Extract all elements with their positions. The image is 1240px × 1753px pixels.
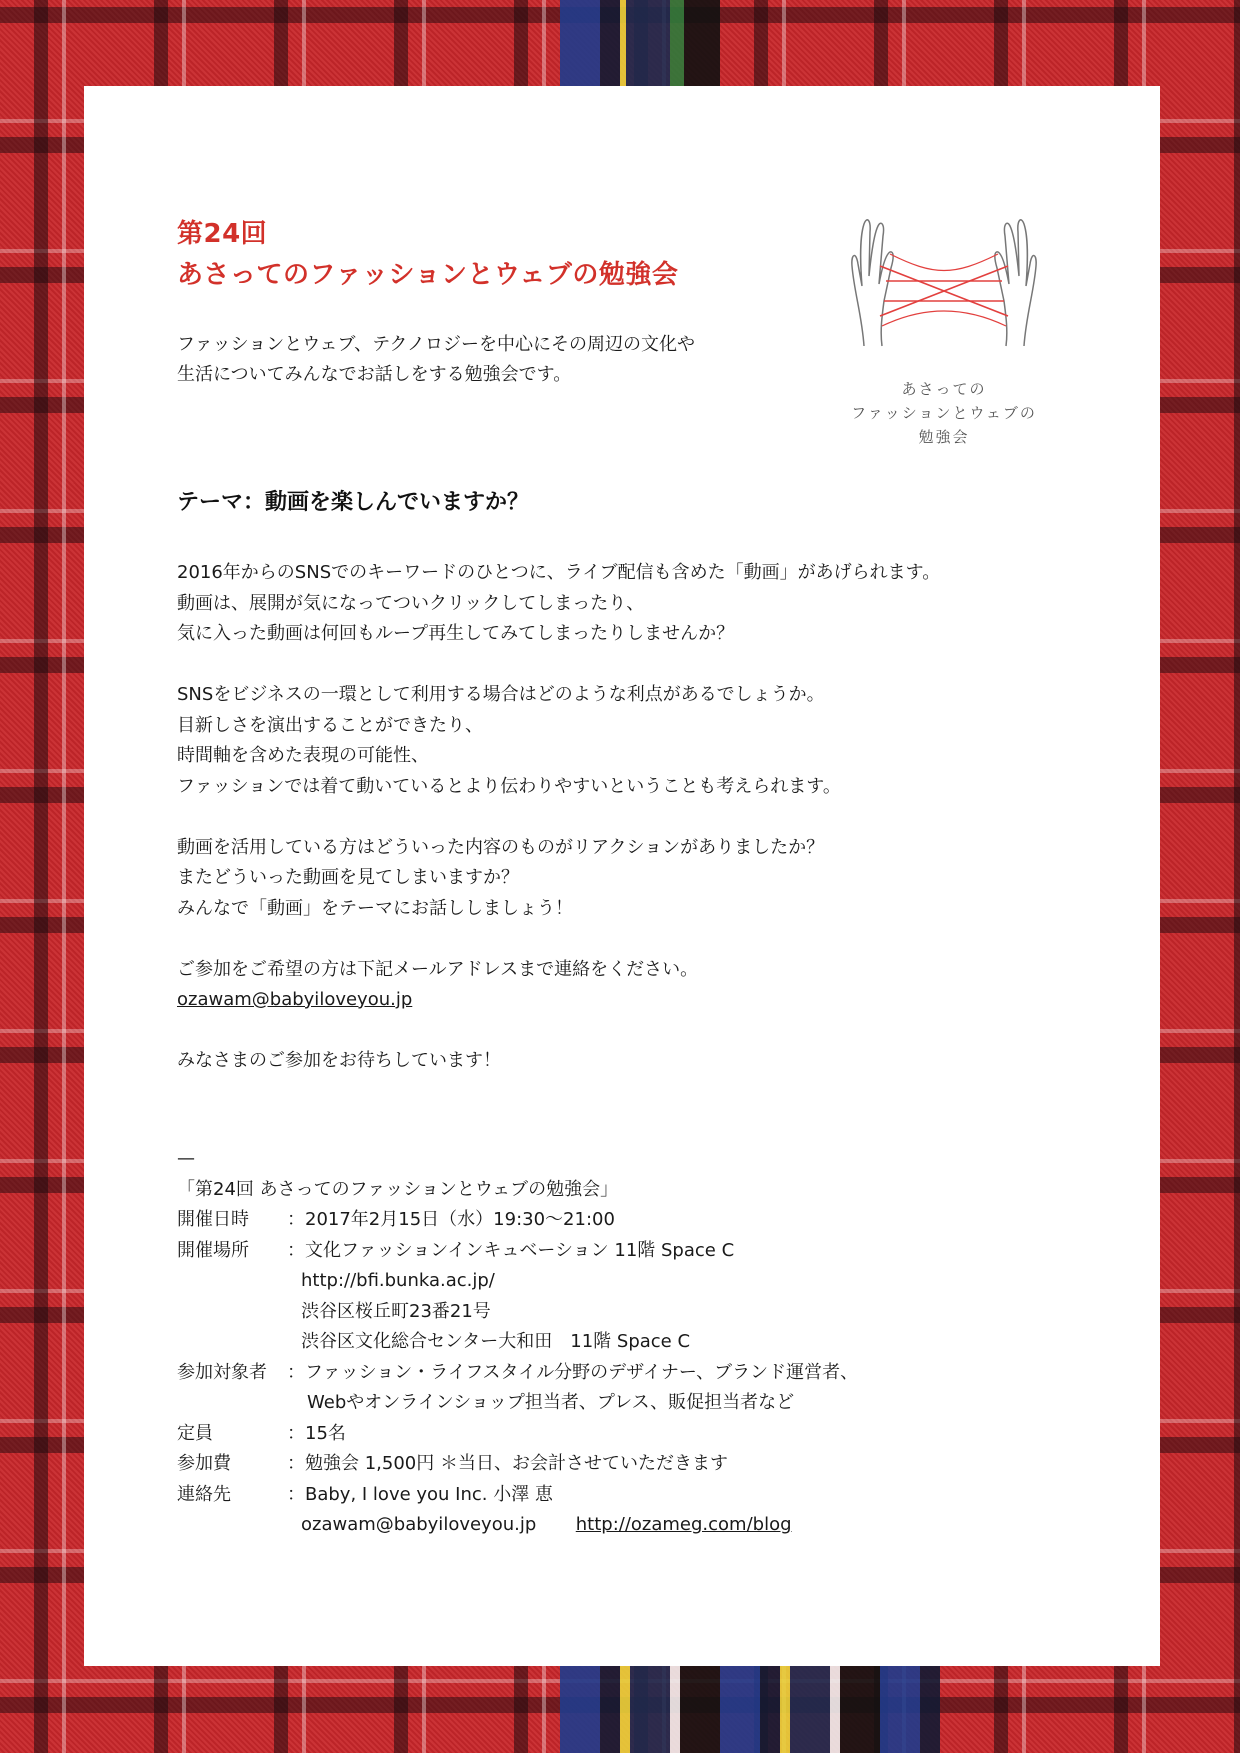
body-line: またどういった動画を見てしまいますか？: [177, 867, 519, 888]
venue-value: ：文化ファッションインキュベーション 11階 Space C: [287, 1239, 735, 1261]
intro-line: ファッションとウェブ、テクノロジーを中心にその周辺の文化や: [177, 334, 696, 355]
body-line: 時間軸を含めた表現の可能性、: [177, 745, 429, 766]
contact-links: [177, 1510, 1137, 1541]
contact-label: 連絡先: [177, 1483, 231, 1505]
body-line: 気に入った動画は何回もループ再生してみてしまったりしませんか？: [177, 623, 735, 644]
intro-text: [177, 330, 777, 390]
info-row-venue: [177, 1236, 1137, 1267]
tartan-background-band: [560, 0, 720, 86]
body-paragraph: [177, 680, 1137, 802]
venue-label: 開催場所: [177, 1239, 249, 1261]
audience-label: 参加対象者: [177, 1361, 267, 1383]
contact-email-link[interactable]: ozawam@babyiloveyou.jp: [177, 989, 413, 1010]
info-row-date: [177, 1205, 1137, 1236]
fee-label: 参加費: [177, 1453, 231, 1474]
body-line: 動画を活用している方はどういった内容のものがリアクションがありましたか？: [177, 836, 825, 858]
body-line: 目新しさを演出することができたり、: [177, 714, 483, 736]
hands-string-icon: [824, 206, 1064, 376]
cats-cradle-logo: [824, 206, 1064, 466]
contact-value: ：Baby, I love you Inc. 小澤 恵: [287, 1483, 553, 1505]
flyer-card: [84, 86, 1160, 1666]
body-line: SNSをビジネスの一環として利用する場合はどのような利点があるでしょうか。: [177, 684, 825, 705]
info-row-audience: [177, 1358, 1137, 1389]
tartan-background-band: [560, 1666, 940, 1753]
body-line: 動画は、展開が気になってついクリックしてしまったり、: [177, 592, 645, 614]
event-info: [177, 1144, 1137, 1541]
theme-heading: テーマ：動画を楽しんでいますか？: [177, 490, 530, 515]
audience-value-cont: Webやオンラインショップ担当者、プレス、販促担当者など: [307, 1392, 795, 1413]
contact-paragraph: [177, 955, 1137, 1016]
divider-dash: —: [177, 1148, 195, 1169]
intro-line: 生活についてみんなでお話しをする勉強会です。: [177, 364, 572, 385]
body-text: [177, 558, 1137, 1107]
closing-paragraph: [177, 1046, 1137, 1077]
body-paragraph: [177, 558, 1137, 650]
event-number-title: 第24回: [177, 219, 268, 249]
closing-line: みなさまのご参加をお待ちしています！: [177, 1050, 501, 1071]
body-line: みんなで「動画」をテーマにお話ししましょう！: [177, 897, 573, 919]
logo-text-line: あさっての: [901, 380, 987, 398]
capacity-label: 定員: [177, 1422, 213, 1444]
red-string-icon: [880, 254, 1008, 326]
logo-text-line: ファッションとウェブの: [851, 404, 1037, 422]
fee-value: ：勉強会 1,500円 ＊当日、お会計させていただきます: [287, 1453, 728, 1474]
event-name: 「第24回 あさってのファッションとウェブの勉強会」: [177, 1178, 619, 1200]
body-line: ファッションでは着て動いているとより伝わりやすいということも考えられます。: [177, 775, 841, 797]
contact-note: ご参加をご希望の方は下記メールアドレスまで連絡をください。: [177, 958, 699, 980]
body-line: 2016年からのSNSでのキーワードのひとつに、ライブ配信も含めた「動画」があげられます。: [177, 562, 941, 583]
date-label: 開催日時: [177, 1209, 249, 1230]
event-title: あさってのファッションとウェブの勉強会: [177, 260, 679, 290]
info-row-fee: [177, 1449, 1137, 1480]
logo-text-line: 勉強会: [918, 428, 970, 446]
info-row-contact: [177, 1480, 1137, 1511]
body-paragraph: [177, 833, 1137, 925]
venue-url[interactable]: http://bfi.bunka.ac.jp/: [301, 1270, 495, 1291]
date-value: ：2017年2月15日（水）19:30〜21:00: [287, 1209, 615, 1230]
contact-blog-link[interactable]: http://ozameg.com/blog: [575, 1514, 792, 1535]
info-row-capacity: [177, 1419, 1137, 1450]
audience-value: ：ファッション・ライフスタイル分野のデザイナー、ブランド運営者、: [287, 1361, 859, 1383]
venue-address: 渋谷区桜丘町23番21号: [301, 1300, 491, 1322]
contact-email[interactable]: ozawam@babyiloveyou.jp: [301, 1514, 537, 1535]
capacity-value: ：15名: [287, 1422, 346, 1444]
venue-building: 渋谷区文化総合センター大和田 11階 Space C: [301, 1331, 691, 1352]
